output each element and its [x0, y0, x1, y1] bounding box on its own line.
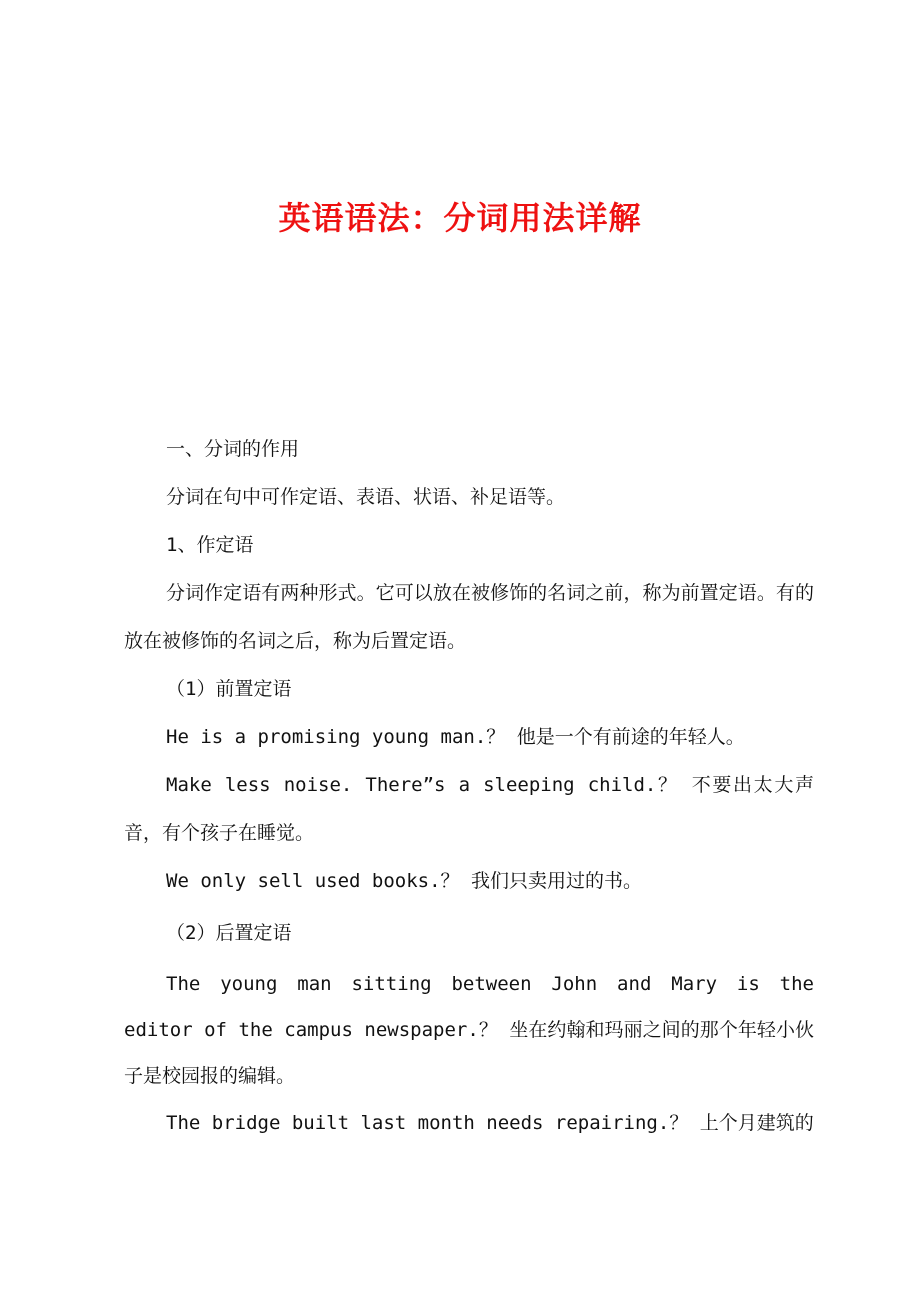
subsection-heading: （1）前置定语 [166, 678, 292, 700]
paragraph: 分词作定语有两种形式。它可以放在被修饰的名词之前，称为前置定语。有的放在被修饰的名词之后，称为后置定语。 [124, 582, 814, 652]
example-sentence: Make less noise. There”s a sleeping child.？ 不要出太大声音，有个孩子在睡觉。 [124, 774, 814, 844]
paragraph: 分词在句中可作定语、表语、状语、补足语等。 [166, 486, 566, 508]
document-body [124, 425, 814, 1147]
subsection-heading: 1、作定语 [166, 534, 254, 556]
subsection-heading: （2）后置定语 [166, 922, 292, 944]
example-sentence: The young man sitting between John and Mary is the editor of the campus newspaper.？ 坐在约翰和玛丽之间的那个年轻小伙子是校园报的编辑。 [124, 973, 814, 1087]
document-title: 英语语法：分词用法详解 [278, 199, 642, 237]
example-sentence: We only sell used books.？ 我们只卖用过的书。 [166, 870, 642, 892]
example-sentence: He is a promising young man.？ 他是一个有前途的年轻人。 [166, 726, 745, 748]
example-sentence: The bridge built last month needs repairing.？ 上个月建筑的 [166, 1112, 814, 1134]
section-heading: 一、分词的作用 [166, 438, 300, 460]
